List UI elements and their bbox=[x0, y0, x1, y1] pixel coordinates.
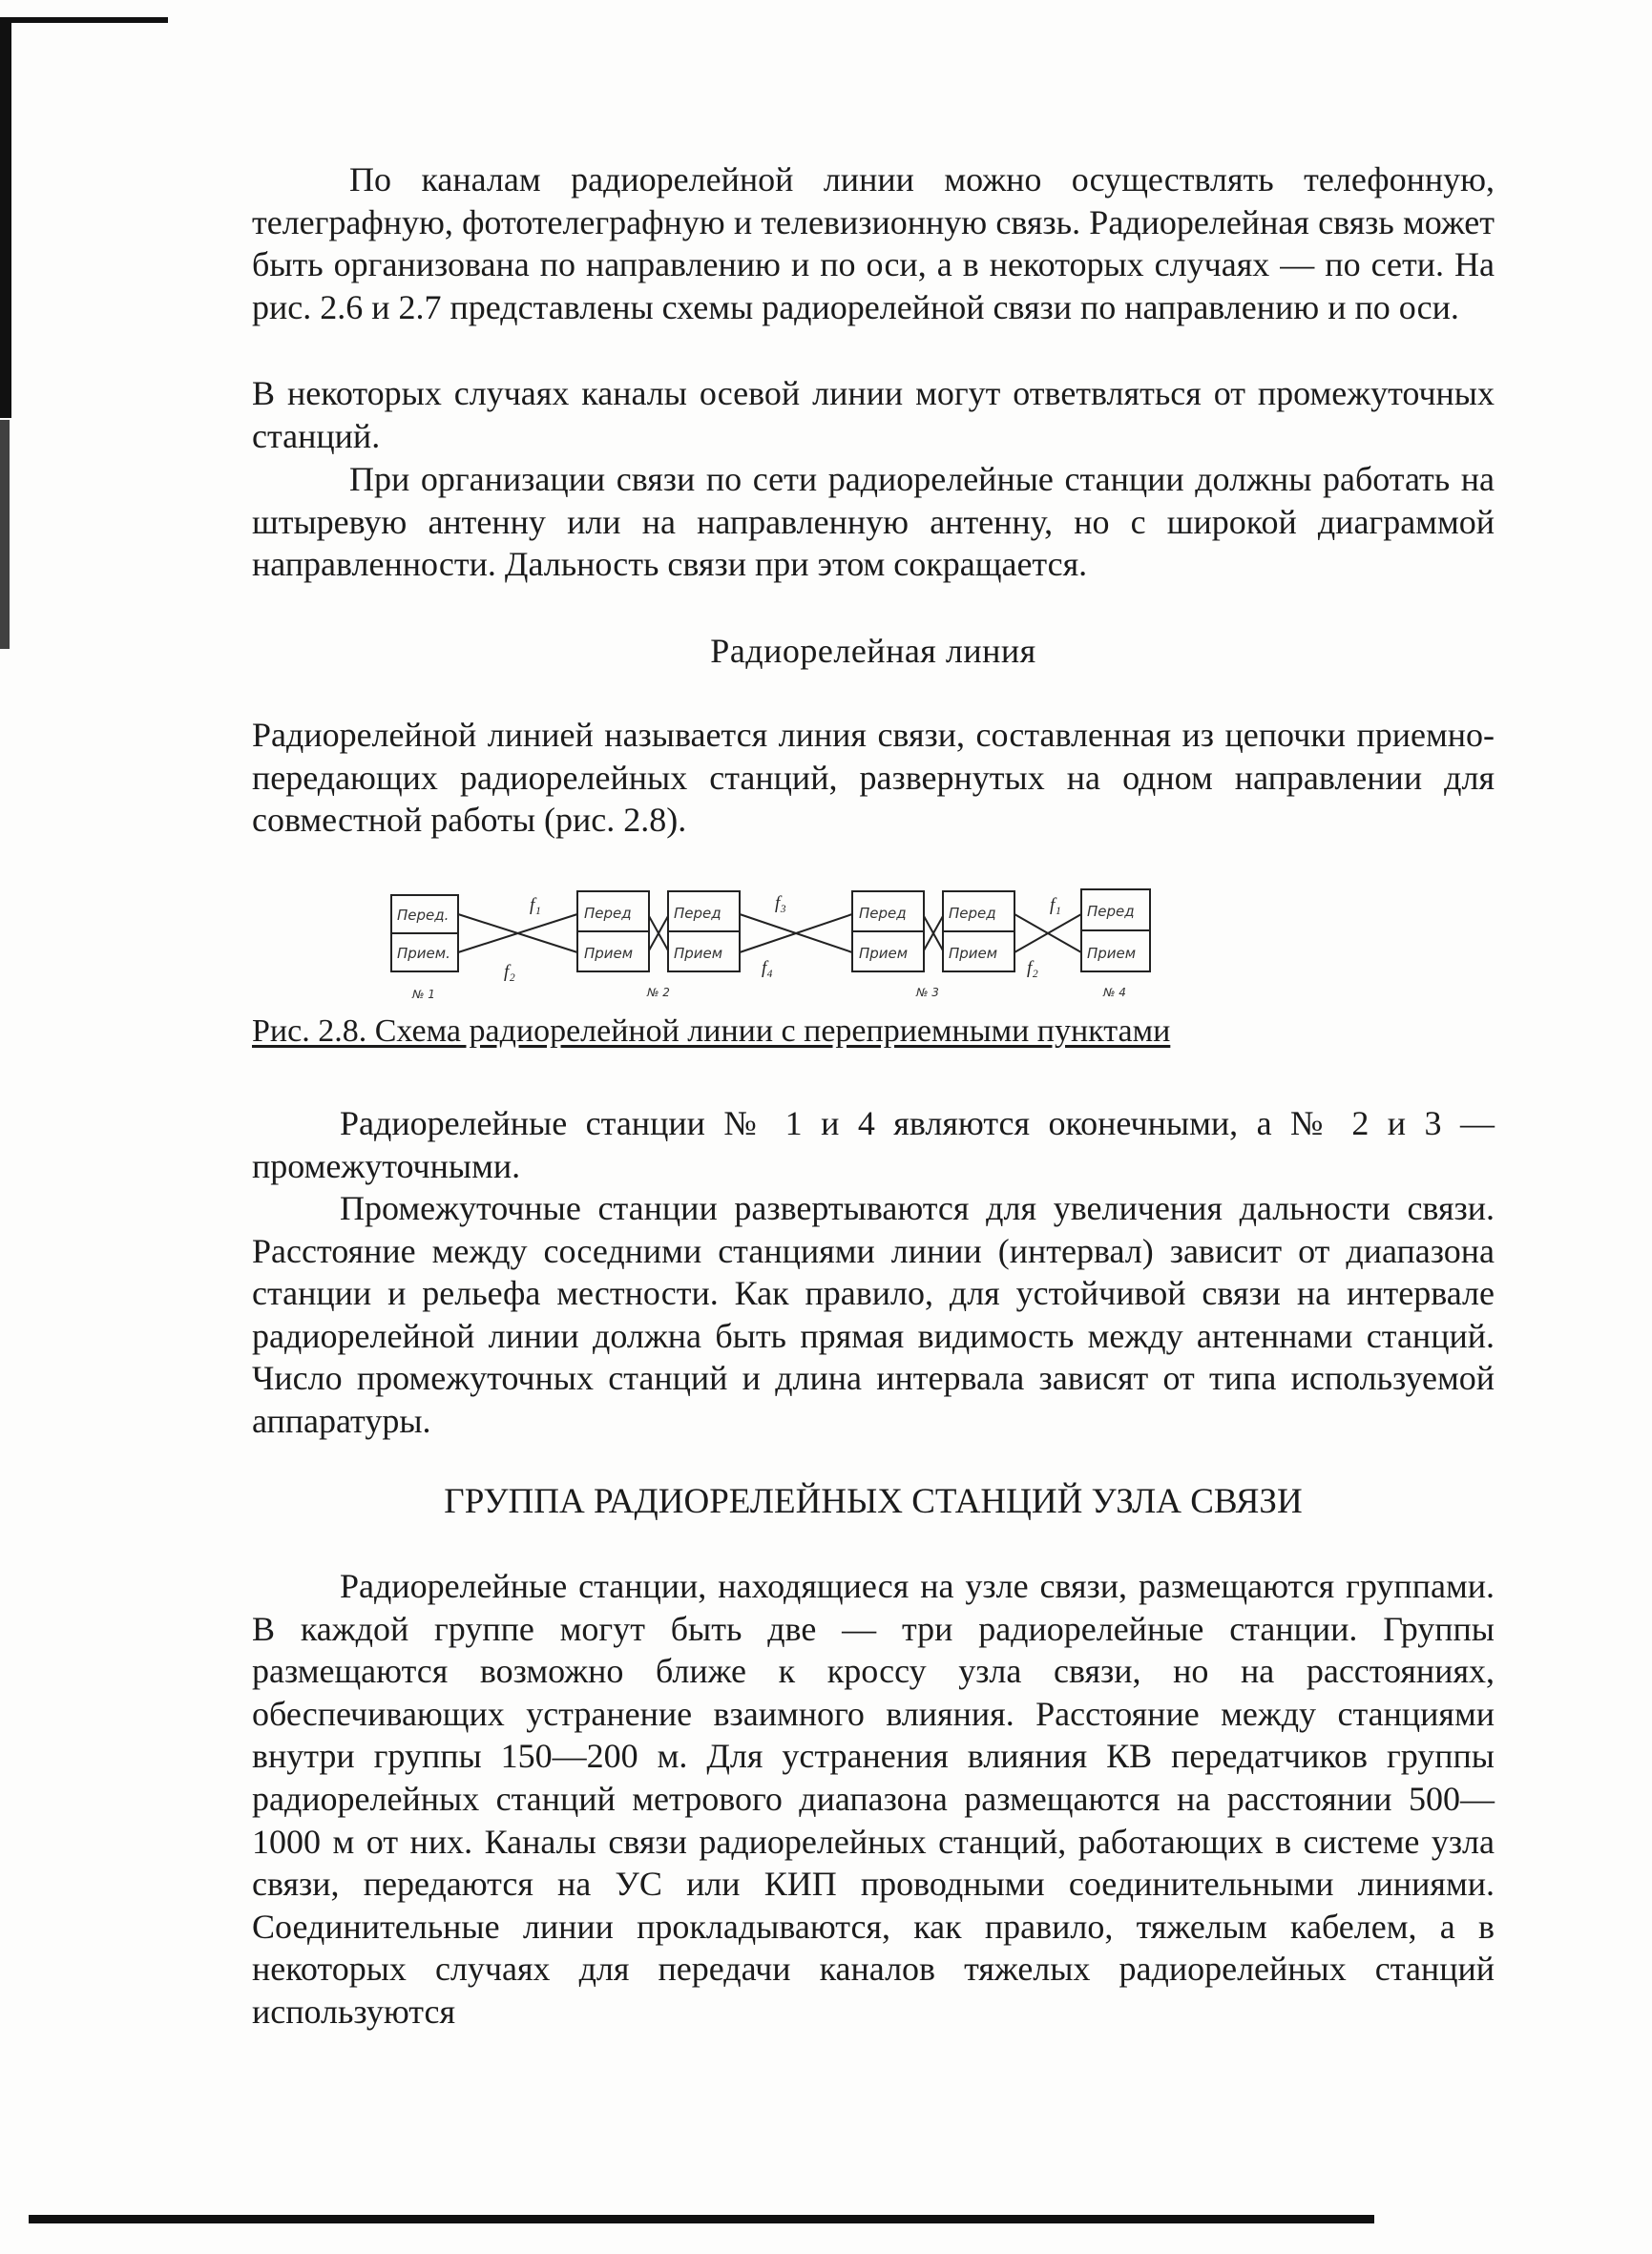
paragraph-3: При организации связи по сети радиорелейные станции должны работать на штыревую антенну или на направленную антенну, но с широкой диаграммой направленности. Дальность связи при этом сокращается. bbox=[252, 460, 1495, 584]
paragraph-6: Промежуточные станции развертываются для увеличения дальности связи. Расстояние между соседними станциями линии (интервал) зависит от диапазона станции и рельефа местности. Как правило, для устойчивой связи на интервале радиорелейной линии должна быть прямая видимость между антеннами станций. Число промежуточных станций и длина интервала зависят от типа используемой аппаратуры. bbox=[252, 1189, 1495, 1440]
station-1-number: № 1 bbox=[412, 988, 435, 1001]
station-4-number: № 4 bbox=[1103, 986, 1126, 999]
station-4-rx-label: Прием bbox=[1087, 945, 1137, 962]
station-2a-tx-label: Перед bbox=[584, 905, 632, 922]
station-1-tx-label: Перед. bbox=[397, 907, 450, 924]
scan-bottom-line bbox=[29, 2215, 1374, 2223]
station-4-tx-label: Перед bbox=[1087, 903, 1135, 920]
station-2-number: № 2 bbox=[647, 986, 670, 999]
paragraph-4: Радиорелейной линией называется линия связи, составленная из цепочки приемно-передающих радиорелейных станций, развернутых на одном направлении для совместной работы (рис. 2.8). bbox=[252, 716, 1495, 840]
freq-label-5: f₁ bbox=[1050, 895, 1061, 915]
section-heading-radio-line: Радиорелейная линия bbox=[710, 632, 1036, 670]
station-3-number: № 3 bbox=[916, 986, 939, 999]
station-3a-rx-label: Прием bbox=[859, 945, 909, 962]
paragraph-1: По каналам радиорелейной линии можно осуществлять телефонную, телеграфную, фототелеграфную и телевизионную связь. Радиорелейная связь может быть организована по направлению и по оси, а в некоторых случаях — по сети. На рис. 2.6 и 2.7 представлены схемы радиорелейной связи по направлению и по оси. bbox=[252, 160, 1495, 326]
paragraph-2: В некоторых случаях каналы осевой линии могут ответвляться от промежуточных станций. bbox=[252, 374, 1495, 455]
station-2a-rx-label: Прием bbox=[584, 945, 634, 962]
station-2b-tx-label: Перед bbox=[674, 905, 721, 922]
freq-label-6: f₂ bbox=[1027, 958, 1038, 978]
scan-corner-vertical bbox=[0, 17, 11, 418]
station-1-rx-label: Прием. bbox=[397, 945, 450, 962]
freq-label-1: f₁ bbox=[530, 895, 541, 915]
freq-label-3: f₃ bbox=[775, 893, 786, 913]
section-heading-group: ГРУППА РАДИОРЕЛЕЙНЫХ СТАНЦИЙ УЗЛА СВЯЗИ bbox=[444, 1482, 1303, 1521]
paragraph-5: Радиорелейные станции № 1 и 4 являются оконечными, а № 2 и 3 — промежуточными. bbox=[252, 1104, 1495, 1185]
freq-label-4: f₄ bbox=[762, 958, 773, 978]
scan-side-mark bbox=[0, 420, 10, 649]
freq-label-2: f₂ bbox=[504, 962, 515, 982]
station-3b-tx-label: Перед bbox=[949, 905, 996, 922]
scan-corner-horizontal bbox=[0, 17, 168, 23]
station-3a-tx-label: Перед bbox=[859, 905, 907, 922]
paragraph-7: Радиорелейные станции, находящиеся на узле связи, размещаются группами. В каждой группе могут быть две — три радиорелейные станции. Группы размещаются возможно ближе к кроссу узла связи, но на расстояниях, обеспечивающих устранение взаимного влияния. Расстояние между станциями внутри группы 150—200 м. Для устранения влияния КВ передатчиков группы радиорелейных станций метрового диапазона размещаются на расстоянии 500—1000 м от них. Каналы связи радиорелейных станций, работающих в системе узла связи, передаются на УС или КИП проводными соединительными линиями. Соединительные линии прокладываются, как правило, тяжелым кабелем, а в некоторых случаях для передачи каналов тяжелых радиорелейных станций используются bbox=[252, 1567, 1495, 2031]
radio-relay-line-diagram bbox=[382, 878, 1164, 1007]
station-2b-rx-label: Прием bbox=[674, 945, 723, 962]
station-3b-rx-label: Прием bbox=[949, 945, 998, 962]
figure-caption: Рис. 2.8. Схема радиорелейной линии с переприемными пунктами bbox=[252, 1013, 1171, 1049]
